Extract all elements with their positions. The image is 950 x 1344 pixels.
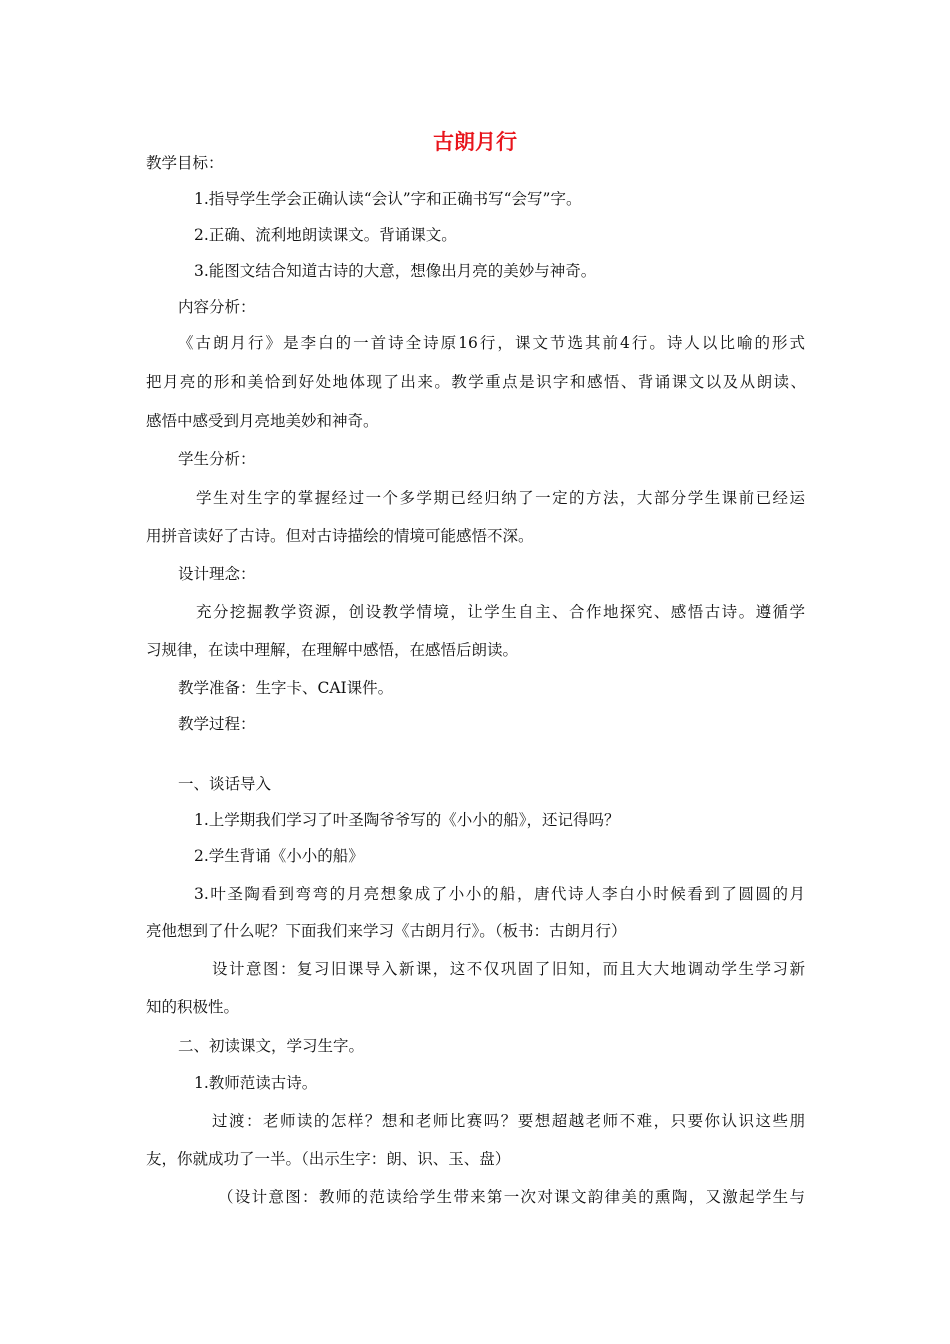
transition-line: 过渡：老师读的怎样？想和老师比赛吗？要想超越老师不难，只要你认识这些朋	[212, 1112, 805, 1130]
section-heading: 一、谈话导入	[178, 775, 272, 793]
design-intent-line: 设计意图：复习旧课导入新课，这不仅巩固了旧知，而且大大地调动学生学习新	[212, 960, 805, 978]
goals-heading: 教学目标：	[146, 154, 224, 172]
preparation-line: 教学准备：生字卡、CAI课件。	[178, 679, 394, 697]
student-paragraph-line: 用拼音读好了古诗。但对古诗描绘的情境可能感悟不深。	[146, 527, 534, 545]
process-heading: 教学过程：	[178, 715, 256, 733]
section-item-line: 3.叶圣陶看到弯弯的月亮想象成了小小的船，唐代诗人李白小时候看到了圆圆的月	[194, 885, 805, 903]
transition-line: 友，你就成功了一半。（出示生字：朗、识、玉、盘）	[146, 1150, 511, 1168]
goal-item: 3.能图文结合知道古诗的大意，想像出月亮的美妙与神奇。	[194, 262, 597, 280]
goal-item: 1.指导学生学会正确认读“会认”字和正确书写“会写”字。	[194, 190, 582, 208]
design-intent-line: （设计意图：教师的范读给学生带来第一次对课文韵律美的熏陶，又激起学生与	[218, 1188, 805, 1206]
content-heading: 内容分析：	[178, 298, 256, 316]
content-paragraph-line: 感悟中感受到月亮地美妙和神奇。	[146, 412, 379, 430]
design-intent-line: 知的积极性。	[146, 998, 240, 1016]
design-paragraph-line: 充分挖掘教学资源，创设教学情境，让学生自主、合作地探究、感悟古诗。遵循学	[196, 603, 805, 621]
document-title: 古朗月行	[433, 130, 517, 154]
student-heading: 学生分析：	[178, 450, 256, 468]
design-heading: 设计理念：	[178, 565, 256, 583]
goal-item: 2.正确、流利地朗读课文。背诵课文。	[194, 226, 457, 244]
student-paragraph-line: 学生对生字的掌握经过一个多学期已经归纳了一定的方法，大部分学生课前已经运	[196, 489, 805, 507]
content-paragraph-line: 把月亮的形和美恰到好处地体现了出来。教学重点是识字和感悟、背诵课文以及从朗读、	[146, 373, 806, 391]
section-item: 1.教师范读古诗。	[194, 1074, 318, 1092]
section-item: 1.上学期我们学习了叶圣陶爷爷写的《小小的船》，还记得吗？	[194, 811, 620, 829]
content-paragraph-line: 《古朗月行》是李白的一首诗全诗原16行，课文节选其前4行。诗人以比喻的形式	[178, 334, 805, 352]
section-heading: 二、初读课文，学习生字。	[178, 1037, 365, 1055]
design-paragraph-line: 习规律，在读中理解，在理解中感悟，在感悟后朗读。	[146, 641, 519, 659]
section-item-line: 亮他想到了什么呢？下面我们来学习《古朗月行》。（板书：古朗月行）	[146, 922, 627, 940]
section-item: 2.学生背诵《小小的船》	[194, 847, 364, 865]
